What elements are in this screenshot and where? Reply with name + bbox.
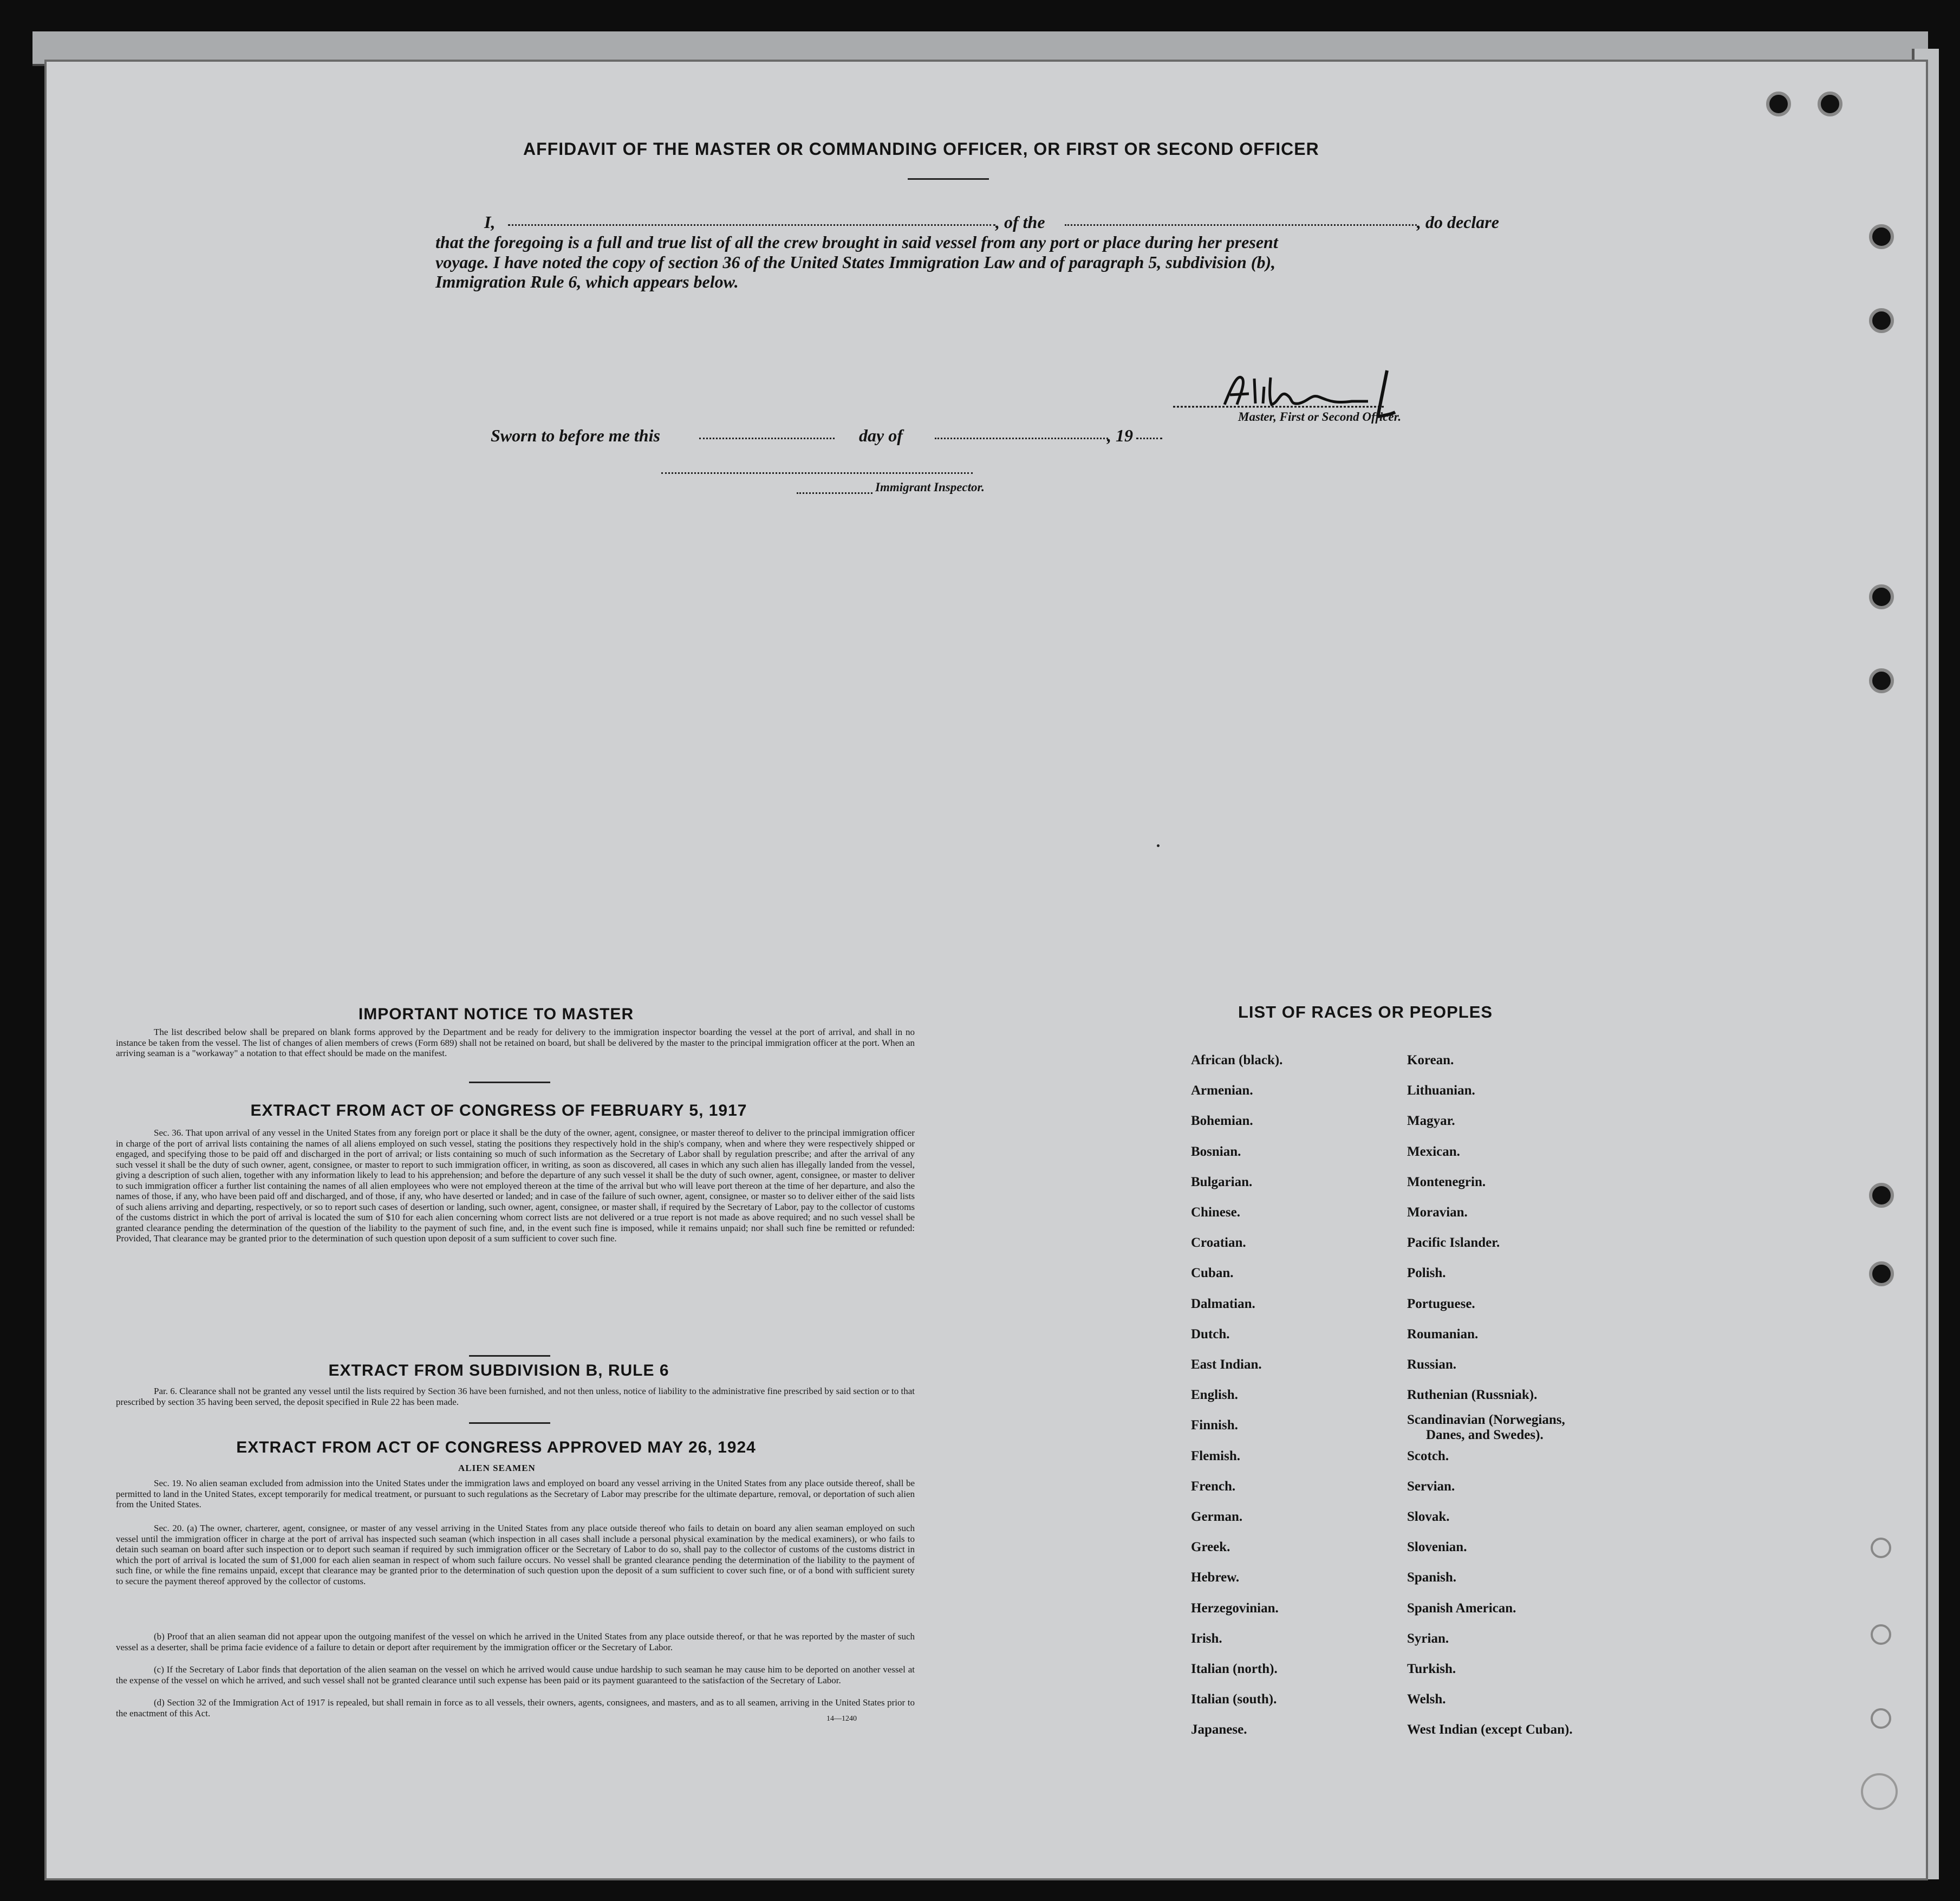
race-left-item: Greek. bbox=[1191, 1540, 1230, 1555]
document-page bbox=[44, 60, 1928, 1880]
race-left-item: Bosnian. bbox=[1191, 1144, 1241, 1159]
sworn-label: Sworn to before me this bbox=[491, 426, 660, 445]
divider bbox=[469, 1355, 550, 1357]
race-left-item: Hebrew. bbox=[1191, 1570, 1240, 1585]
day-of-label: day of bbox=[859, 426, 903, 445]
binder-ring bbox=[1871, 1624, 1891, 1645]
binder-hole bbox=[1766, 92, 1791, 116]
binder-ring bbox=[1871, 1708, 1891, 1729]
race-scandinavian-cont: Danes, and Swedes). bbox=[1426, 1428, 1544, 1442]
extract-1917-body: Sec. 36. That upon arrival of any vessel in the United States from any foreign port or place it shall be the duty of the owner, agent, consignee, or master thereof to deliver to the principal immigration officer in charge of the port of arrival lists containing the names of all aliens employed on such vessel, stating the positions they respectively hold in the ship's company, when and where they were respectively shipped or engaged, and specifying those to be paid off and discharged in the port of arrival; or lists containing so much of such information as the Secretary of Labor shall by regulation prescribe; and after the arrival of any such vessel it shall be the duty of such owner, agent, consignee, or master to report to such immigration officer, in writing, as soon as discovered, all cases in which any such alien has illegally landed from the vessel, giving a description of such alien, together with any information likely to lead to his apprehension; and before the departure of any such vessel it shall be the duty of such owner, agent, consignee, or master to deliver to such immigration officer a further list containing the names of all alien employees who were not employed thereon at the time of the arrival but who will leave port thereon at the time of her departure, and also the names of those, if any, who have been paid off and discharged, and of those, if any, who have deserted or landed; and in case of the failure of such owner, agent, consignee, or master so to deliver either of the said lists of such aliens arriving and departing, respectively, or so to report such cases of desertion or landing, such owner, agent, consignee, or master shall, if required by the Secretary of Labor, pay to the collector of customs of the customs district in which the port of arrival is located the sum of $10 for each alien concerning whom correct lists are not delivered or a true report is not made as above required; and no such vessel shall be granted clearance pending the determination of the question of the liability to the payment of such fine, and, in the event such fine is imposed, while it remains unpaid; nor shall such fine be remitted or refunded: Provided, That clearance may be granted prior to the determination of such question upon deposit of a sum sufficient to cover such fine. bbox=[116, 1128, 915, 1244]
affidavit-of-the-label: , of the bbox=[995, 212, 1045, 232]
divider bbox=[469, 1082, 550, 1083]
race-right-item: Magyar. bbox=[1407, 1114, 1455, 1129]
affidavit-line-4: Immigration Rule 6, which appears below. bbox=[435, 272, 739, 291]
race-right-item: Mexican. bbox=[1407, 1144, 1460, 1159]
race-left-item: Irish. bbox=[1191, 1631, 1222, 1646]
race-left-item: Herzegovinian. bbox=[1191, 1600, 1279, 1616]
race-right-item: Syrian. bbox=[1407, 1631, 1449, 1646]
inspector-label: Immigrant Inspector. bbox=[875, 480, 985, 494]
race-left-item: Italian (north). bbox=[1191, 1662, 1278, 1676]
binder-hole bbox=[1869, 668, 1894, 693]
vessel-blank[interactable] bbox=[1065, 224, 1417, 226]
name-blank[interactable] bbox=[508, 224, 995, 226]
affidavit-title: AFFIDAVIT OF THE MASTER OR COMMANDING OFFICER, OR FIRST OR SECOND OFFICER bbox=[523, 139, 1319, 159]
extract-1917-title: EXTRACT FROM ACT OF CONGRESS OF FEBRUARY 5, 1917 bbox=[250, 1102, 747, 1119]
margin-mark bbox=[1861, 1773, 1898, 1810]
race-right-item: Lithuanian. bbox=[1407, 1083, 1475, 1098]
race-left-item: Flemish. bbox=[1191, 1448, 1240, 1463]
affidavit-do-declare: , do declare bbox=[1417, 212, 1499, 232]
binder-hole bbox=[1869, 224, 1894, 249]
race-right-item: Korean. bbox=[1407, 1053, 1454, 1067]
race-right-item: Scandinavian (Norwegians, bbox=[1407, 1412, 1565, 1428]
sec20a-body: Sec. 20. (a) The owner, charterer, agent, consignee, or master of any vessel arriving in the United States from any place outside thereof who fails to detain on board any alien seaman employed on such vessel until the immigration officer in charge at the port of arrival has inspected such seaman (which inspection in all cases shall include a personal physical examination by the medical examiners), or who fails to detain such seaman on board after such inspection or to deport such seaman if required by such immigration officer or the Secretary of Labor to do so, shall pay to the collector of customs of the customs district in which the port of arrival is located the sum of $1,000 for each alien seaman in respect of whom such failure occurs. No vessel shall be granted clearance pending the determination of the liability to the payment of such fine, or while the fine remains unpaid, except that clearance may be granted prior to the determination of such question upon the deposit of a sum sufficient to cover such fine, or of a bond with sufficient surety to secure the payment thereof approved by the collector of customs. bbox=[116, 1523, 915, 1586]
race-right-item: Portuguese. bbox=[1407, 1296, 1475, 1311]
year-blank[interactable] bbox=[1136, 438, 1162, 439]
binder-ring bbox=[1871, 1538, 1891, 1558]
race-right-item: Russian. bbox=[1407, 1357, 1457, 1372]
binder-hole bbox=[1869, 1261, 1894, 1286]
binder-hole bbox=[1869, 1183, 1894, 1208]
race-left-item: Finnish. bbox=[1191, 1418, 1238, 1433]
race-right-item: Scotch. bbox=[1407, 1448, 1449, 1463]
race-left-item: East Indian. bbox=[1191, 1357, 1262, 1372]
signature-caption: Master, First or Second Officer. bbox=[1238, 410, 1402, 424]
race-right-item: Slovak. bbox=[1407, 1509, 1450, 1524]
notice-title: IMPORTANT NOTICE TO MASTER bbox=[358, 1005, 634, 1023]
inspector-name-blank[interactable] bbox=[797, 492, 872, 494]
race-left-item: Bulgarian. bbox=[1191, 1174, 1253, 1189]
race-left-item: French. bbox=[1191, 1479, 1236, 1494]
races-title: LIST OF RACES OR PEOPLES bbox=[1238, 1002, 1493, 1021]
extract-1924-subtitle: ALIEN SEAMEN bbox=[458, 1463, 536, 1473]
race-right-item: Roumanian. bbox=[1407, 1326, 1479, 1342]
race-left-item: Dalmatian. bbox=[1191, 1296, 1255, 1311]
notice-body: The list described below shall be prepared on blank forms approved by the Department and be ready for delivery to the immigration inspector boarding the vessel at the port of arrival, and shall in no instance be taken from the vessel. The list of changes of alien members of crews (Form 689) shall not be retained on board, but shall be delivered by the master to the principal immigration officer at the port. When an arriving seaman is a "workaway" a notation to that effect should be made on the manifest. bbox=[116, 1027, 915, 1058]
sworn-month-blank[interactable] bbox=[935, 438, 1108, 439]
binder-hole bbox=[1869, 308, 1894, 333]
affidavit-line-2: that the foregoing is a full and true list of all the crew brought in said vessel from any port or place during her present bbox=[435, 232, 1278, 252]
race-left-item: Chinese. bbox=[1191, 1205, 1240, 1220]
race-right-item: Polish. bbox=[1407, 1266, 1446, 1281]
race-right-item: Spanish American. bbox=[1407, 1600, 1516, 1616]
year-label: , 19 bbox=[1107, 426, 1133, 445]
race-right-item: Servian. bbox=[1407, 1479, 1455, 1494]
race-left-item: English. bbox=[1191, 1388, 1238, 1403]
extract-rule6-title: EXTRACT FROM SUBDIVISION B, RULE 6 bbox=[328, 1362, 669, 1379]
race-right-item: Moravian. bbox=[1407, 1205, 1468, 1220]
race-right-item: Turkish. bbox=[1407, 1662, 1456, 1676]
inspector-signature-blank[interactable] bbox=[661, 472, 973, 474]
divider bbox=[469, 1422, 550, 1424]
affidavit-i-label: I, bbox=[484, 212, 496, 232]
race-left-item: Bohemian. bbox=[1191, 1114, 1253, 1129]
sworn-day-blank[interactable] bbox=[699, 438, 835, 439]
race-left-item: Italian (south). bbox=[1191, 1692, 1277, 1707]
race-right-item: Slovenian. bbox=[1407, 1540, 1467, 1555]
race-left-item: Dutch. bbox=[1191, 1326, 1230, 1342]
race-left-item: Japanese. bbox=[1191, 1722, 1247, 1737]
speck bbox=[1157, 844, 1160, 847]
race-right-item: Welsh. bbox=[1407, 1692, 1446, 1707]
binder-hole bbox=[1869, 584, 1894, 609]
title-underline bbox=[908, 178, 989, 180]
sec20c-body: (c) If the Secretary of Labor finds that deportation of the alien seaman on the vessel on which he arrived would cause undue hardship to such seaman he may cause him to be deported on another vessel at the expense of the vessel on which he arrived, and such vessel shall not be granted clearance until such expense has been paid or its payment guaranteed to the satisfaction of the Secretary of Labor. bbox=[116, 1664, 915, 1685]
race-right-item: West Indian (except Cuban). bbox=[1407, 1722, 1573, 1737]
binder-hole bbox=[1818, 92, 1842, 116]
race-left-item: Cuban. bbox=[1191, 1266, 1234, 1281]
race-right-item: Spanish. bbox=[1407, 1570, 1457, 1585]
sec19-body: Sec. 19. No alien seaman excluded from admission into the United States under the immigration laws and employed on board any vessel arriving in the United States from any place outside thereof, shall be permitted to land in the United States, except temporarily for medical treatment, or pursuant to such regulations as the Secretary of Labor may prescribe for the ultimate departure, removal, or deportation of such alien from the United States. bbox=[116, 1478, 915, 1509]
form-number: 14—1240 bbox=[826, 1715, 857, 1723]
extract-1924-title: EXTRACT FROM ACT OF CONGRESS APPROVED MAY 26, 1924 bbox=[236, 1438, 756, 1456]
race-right-item: Ruthenian (Russniak). bbox=[1407, 1388, 1538, 1403]
extract-rule6-body: Par. 6. Clearance shall not be granted any vessel until the lists required by Section 36 have been furnished, and not then unless, notice of liability to the administrative fine prescribed by said section or to that prescribed by section 35 having been served, the deposit specified in Rule 22 has been made. bbox=[116, 1386, 915, 1407]
race-left-item: African (black). bbox=[1191, 1053, 1283, 1067]
race-left-item: Croatian. bbox=[1191, 1235, 1246, 1251]
sec20d-body: (d) Section 32 of the Immigration Act of 1917 is repealed, but shall remain in force as to all vessels, their owners, agents, consignees, and masters, and as to all seamen, arriving in the United States prior to the enactment of this Act. bbox=[116, 1697, 915, 1718]
sec20b-body: (b) Proof that an alien seaman did not appear upon the outgoing manifest of the vessel on which he arrived in the United States from any place outside thereof, or that he was reported by the master of such vessel as a deserter, shall be prima facie evidence of a failure to detain or deport after requirement by the immigration officer or the Secretary of Labor. bbox=[116, 1631, 915, 1652]
affidavit-line-3: voyage. I have noted the copy of section 36 of the United States Immigration Law and of paragraph 5, subdivision (b), bbox=[435, 252, 1276, 272]
race-left-item: German. bbox=[1191, 1509, 1243, 1524]
race-right-item: Pacific Islander. bbox=[1407, 1235, 1500, 1251]
race-left-item: Armenian. bbox=[1191, 1083, 1253, 1098]
race-right-item: Montenegrin. bbox=[1407, 1174, 1486, 1189]
